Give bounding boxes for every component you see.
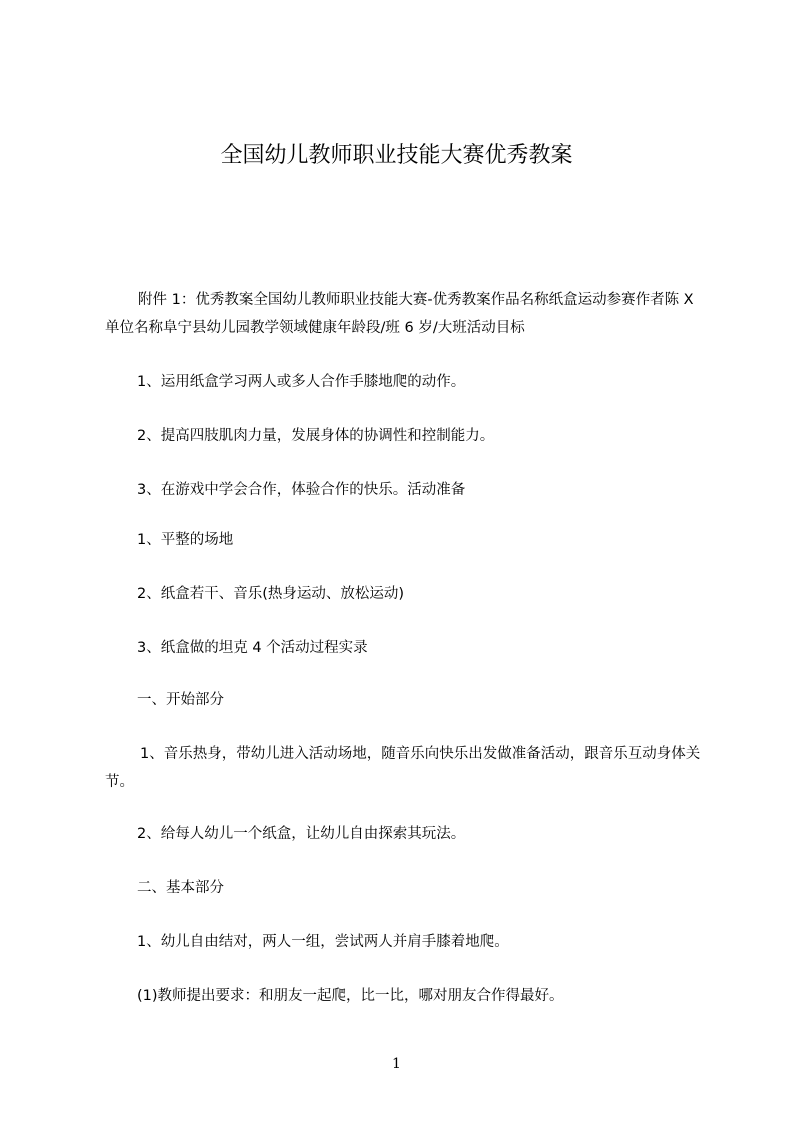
document-title: 全国幼儿教师职业技能大赛优秀教案 [220,143,573,168]
paragraph-pair-crawl: 1、幼儿自由结对，两人一组，尝试两人并肩手膝着地爬。 [137,934,509,950]
paragraph-explore: 2、给每人幼儿一个纸盒，让幼儿自由探索其玩法。 [137,826,466,842]
section-heading-basic: 二、基本部分 [137,880,224,896]
paragraph-attachment-info: 附件 1：优秀教案全国幼儿教师职业技能大赛-优秀教案作品名称纸盒运动参赛作者陈 X 单位名称阜宁县幼儿园教学领域健康年龄段/班 6 岁/大班活动目标 [105,292,694,336]
page-number: 1 [392,1056,401,1072]
paragraph-prep-3: 3、纸盒做的坦克 4 个活动过程实录 [137,640,368,656]
paragraph-goal-2: 2、提高四肢肌肉力量，发展身体的协调性和控制能力。 [137,428,495,444]
paragraph-warmup: 1、音乐热身，带幼儿进入活动场地，随音乐向快乐出发做准备活动，跟音乐互动身体关节。 [105,746,701,790]
paragraph-prep-2: 2、纸盒若干、音乐(热身运动、放松运动) [137,586,405,602]
paragraph-goal-3: 3、在游戏中学会合作，体验合作的快乐。活动准备 [137,482,466,498]
paragraph-teacher-request: (1)教师提出要求：和朋友一起爬，比一比，哪对朋友合作得最好。 [137,988,564,1004]
section-heading-start: 一、开始部分 [137,692,224,708]
paragraph-prep-1: 1、平整的场地 [137,532,234,548]
paragraph-goal-1: 1、运用纸盒学习两人或多人合作手膝地爬的动作。 [137,374,466,390]
